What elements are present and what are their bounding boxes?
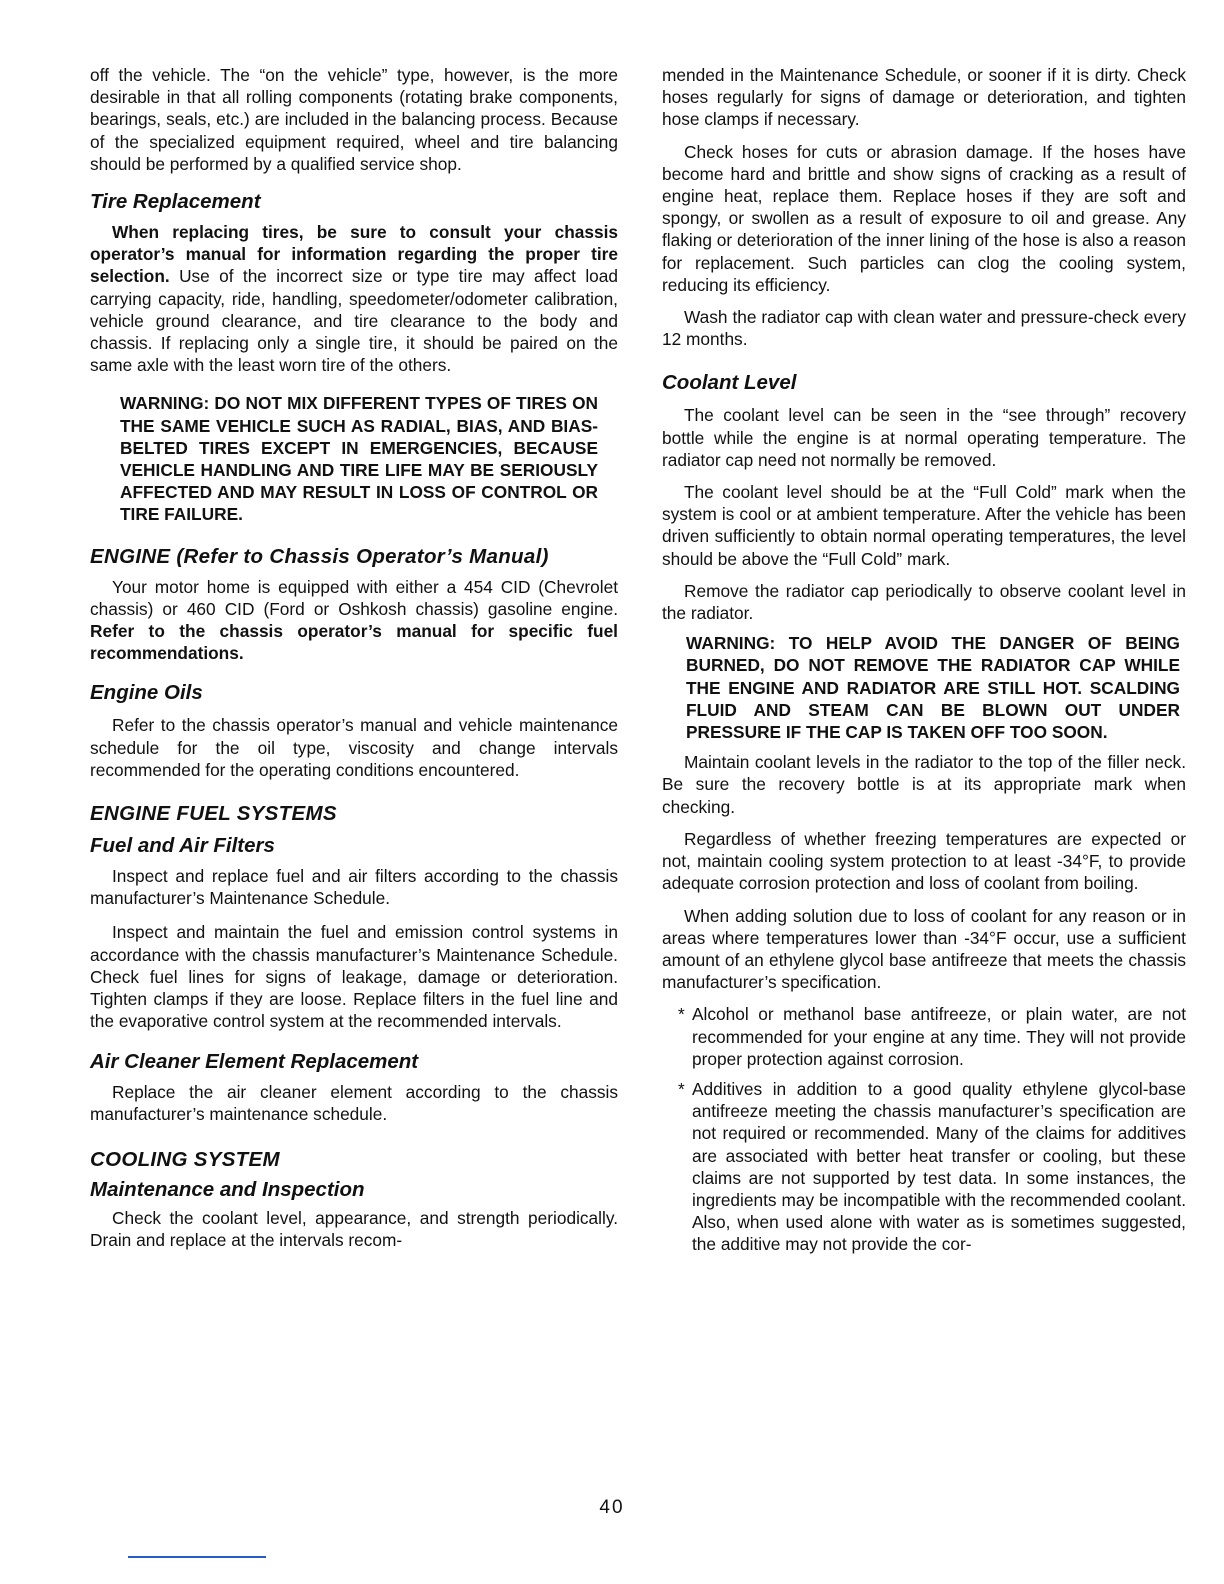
freezing-paragraph: Regardless of whether freezing temperatures are expected or not, maintain cooling system protection to at least -34°F, to provide adequate corrosion protection and loss of coolant from boiling. (662, 828, 1186, 894)
cooling-paragraph: Check the coolant level, appearance, and strength periodically. Drain and replace at the intervals recom- (90, 1207, 618, 1251)
bullet-text: Additives in addition to a good quality ethylene glycol-base antifreeze meeting the chassis manufacturer’s specification are not required or recommended. Many of the claims for additives are associated with better heat transfer or cooling, but these claims are not supported by test data. In some instances, the ingredients may be incompatible with the recommended coolant. Also, when used alone with water as is sometimes suggested, the additive may not provide the cor- (692, 1078, 1186, 1255)
fuel-systems-heading: ENGINE FUEL SYSTEMS (90, 802, 337, 826)
fuel-filters-paragraph: Inspect and replace fuel and air filters according to the chassis manufacturer’s Maintenance Schedule. (90, 866, 618, 909)
maintenance-inspection-heading: Maintenance and Inspection (90, 1177, 365, 1201)
list-item (662, 1003, 1186, 1070)
cooling-continued-paragraph: mended in the Maintenance Schedule, or sooner if it is dirty. Check hoses regularly for signs of damage or deterioration, and tighten hose clamps if necessary. (662, 65, 1186, 130)
radiator-cap-paragraph: Wash the radiator cap with clean water and pressure-check every 12 months. (662, 307, 1186, 350)
tire-replacement-heading: Tire Replacement (90, 190, 261, 214)
scan-edge-line (128, 1556, 266, 1558)
right-column (662, 64, 1186, 1264)
tire-warning: WARNING: DO NOT MIX DIFFERENT TYPES OF TIRES ON THE SAME VEHICLE SUCH AS RADIAL, BIAS, AND BIAS-BELTED TIRES EXCEPT IN EMERGENCIES, BECAUSE VEHICLE HANDLING AND TIRE LIFE MAY BE SERIOUSLY AFFECTED AND MAY RESULT IN LOSS OF CONTROL OR TIRE FAILURE. (120, 393, 598, 525)
maintain-levels-paragraph: Maintain coolant levels in the radiator to the top of the filler neck. Be sure the recovery bottle is at its appropriate mark when checking. (662, 752, 1186, 817)
tire-replacement-bold-text: When replacing tires, be sure to consult your chassis operator’s manual for information regarding the proper tire selection. (90, 222, 618, 287)
radiator-warning: WARNING: TO HELP AVOID THE DANGER OF BEING BURNED, DO NOT REMOVE THE RADIATOR CAP WHILE THE ENGINE AND RADIATOR ARE STILL HOT. SCALDING FLUID AND STEAM CAN BE BLOWN OUT UNDER PRESSURE IF THE CAP IS TAKEN OFF TOO SOON. (686, 633, 1180, 743)
hoses-paragraph: Check hoses for cuts or abrasion damage. If the hoses have become hard and brittle and show signs of cracking as a result of engine heat, replace them. Replace hoses if they are soft and spongy, or swollen as a result of exposure to oil and grease. Any flaking or deterioration of the inner lining of the hose is also a reason for replacement. Such particles can clog the cooling system, reducing its efficiency. (662, 141, 1186, 295)
full-cold-paragraph: The coolant level should be at the “Full Cold” mark when the system is cool or at ambient temperature. After the vehicle has been driven sufficiently to obtain normal operating temperatures, the level should be above the “Full Cold” mark. (662, 482, 1186, 569)
adding-solution-paragraph: When adding solution due to loss of coolant for any reason or in areas where temperatures lower than -34°F occur, use a sufficient amount of an ethylene glycol base antifreeze that meets the chassis manufacturer’s specification. (662, 905, 1186, 993)
bullet-mark: * (678, 1078, 685, 1099)
left-column (90, 64, 618, 1259)
fuel-air-filters-heading: Fuel and Air Filters (90, 834, 275, 858)
engine-oils-paragraph: Refer to the chassis operator’s manual and vehicle maintenance schedule for the oil type, viscosity and change intervals recommended for the operating conditions encountered. (90, 715, 618, 780)
cooling-system-heading: COOLING SYSTEM (90, 1147, 280, 1171)
fuel-systems-paragraph: Inspect and maintain the fuel and emission control systems in accordance with the chassis manufacturer’s Maintenance Schedule. Check fuel lines for signs of leakage, damage or deterioration. Tighten clamps if they are loose. Replace filters in the fuel line and the evaporative control system at the recommended intervals. (90, 922, 618, 1032)
engine-text: Your motor home is equipped with either a 454 CID (Chevrolet chassis) or 460 CID (Ford or Oshkosh chassis) gasoline engine. (90, 576, 618, 619)
coolant-bullet-list (662, 1003, 1186, 1255)
engine-heading: ENGINE (Refer to Chassis Operator’s Manual) (90, 544, 549, 568)
tire-replacement-paragraph (90, 221, 618, 376)
coolant-level-heading: Coolant Level (662, 371, 797, 395)
engine-bold-text: Refer to the chassis operator’s manual for specific fuel recommendations. (90, 621, 618, 664)
air-cleaner-heading: Air Cleaner Element Replacement (90, 1049, 419, 1073)
air-cleaner-paragraph: Replace the air cleaner element according to the chassis manufacturer’s maintenance schedule. (90, 1081, 618, 1124)
engine-oils-heading: Engine Oils (90, 681, 203, 705)
engine-paragraph (90, 576, 618, 665)
bullet-mark: * (678, 1004, 685, 1025)
list-item (662, 1078, 1186, 1256)
page-number: 40 (599, 1497, 625, 1518)
intro-paragraph: off the vehicle. The “on the vehicle” type, however, is the more desirable in that all rolling components (rotating brake components, bearings, seals, etc.) are included in the balancing process. Because of the specialized equipment required, wheel and tire balancing should be performed by a qualified service shop. (90, 65, 618, 174)
bullet-text: Alcohol or methanol base antifreeze, or plain water, are not recommended for your engine at any time. They will not provide proper protection against corrosion. (692, 1004, 1186, 1069)
tire-replacement-text: Use of the incorrect size or type tire may affect load carrying capacity, ride, handling, speedometer/odometer calibration, vehicle ground clearance, and tire clearance to the body and chassis. If replacing only a single tire, it should be paired on the same axle with the least worn tire of the others. (90, 266, 618, 376)
remove-cap-paragraph: Remove the radiator cap periodically to observe coolant level in the radiator. (662, 580, 1186, 624)
coolant-see-through-paragraph: The coolant level can be seen in the “see through” recovery bottle while the engine is at normal operating temperature. The radiator cap need not normally be removed. (662, 405, 1186, 470)
